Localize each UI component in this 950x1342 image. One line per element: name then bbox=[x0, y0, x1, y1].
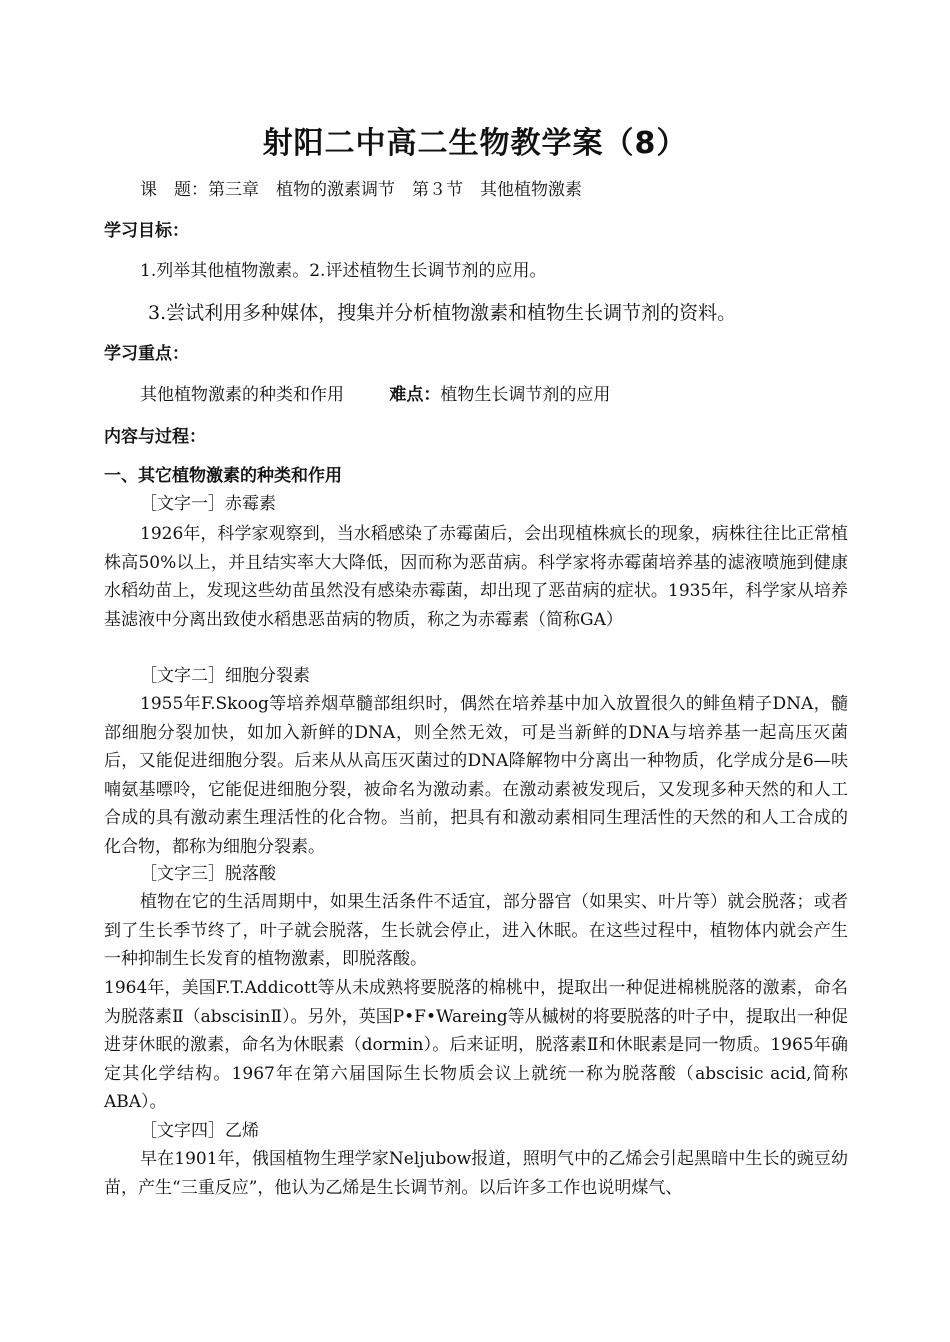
material-2-label: ［文字二］细胞分裂素 bbox=[140, 666, 310, 686]
material-3-label: ［文字三］脱落酸 bbox=[140, 864, 276, 884]
objective-1-2: 1.列举其他植物激素。2.评述植物生长调节剂的应用。 bbox=[140, 261, 547, 281]
focus-heading: 学习重点： bbox=[104, 344, 189, 364]
difficulty-text: 植物生长调节剂的应用 bbox=[440, 385, 611, 405]
objectives-heading: 学习目标： bbox=[104, 221, 189, 241]
material-3-text-b: 1964年，美国F.T.Addicott等从未成熟将要脱落的棉桃中，提取出一种促进棉桃脱落的激素，命名为脱落素Ⅱ（abscisinⅡ）。另外，英国P•F•Wareing等从槭树的将要脱落的叶子中，提取出一种促进芽休眠的激素，命名为休眠素（dormin）。后来证明，脱落素Ⅱ和休眠素是同一物质。1965年确定其化学结构。1967年在第六届国际生长物质会议上就统一称为脱落酸（abscisic acid,简称 ABA）。 bbox=[104, 978, 848, 1112]
section-1-heading: 一、其它植物激素的种类和作用 bbox=[104, 466, 342, 486]
material-3-text-a: 植物在它的生活周期中，如果生活条件不适宜，部分器官（如果实、叶片等）就会脱落；或者到了生长季节终了，叶子就会脱落，生长就会停止，进入休眠。在这些过程中，植物体内就会产生一种抑制生长发育的植物激素，即脱落酸。 bbox=[104, 892, 848, 969]
material-1-label: ［文字一］赤霉素 bbox=[140, 494, 276, 514]
process-heading: 内容与过程： bbox=[104, 427, 206, 447]
document-title: 射阳二中高二生物教学案（8） bbox=[262, 126, 688, 161]
material-4-text: 早在1901年，俄国植物生理学家Neljubow报道，照明气中的乙烯会引起黑暗中生长的豌豆幼苗，产生“三重反应”，他认为乙烯是生长调节剂。以后许多工作也说明煤气、 bbox=[104, 1149, 848, 1198]
material-2-text: 1955年F.Skoog等培养烟草髓部组织时，偶然在培养基中加入放置很久的鲱鱼精子DNA，髓部细胞分裂加快，如加入新鲜的DNA，则全然无效，可是当新鲜的DNA与培养基一起高压灭菌后，又能促进细胞分裂。后来从从高压灭菌过的DNA降解物中分离出一种物质，化学成分是6—呋喃氨基嘌呤，它能促进细胞分裂，被命名为激动素。在激动素被发现后，又发现多种天然的和人工合成的具有激动素生理活性的化合物。当前，把具有和激动素相同生理活性的天然的和人工合成的化合物，都称为细胞分裂素。 bbox=[104, 694, 848, 857]
subject-line: 课 题：第三章 植物的激素调节 第３节 其他植物激素 bbox=[140, 180, 582, 200]
material-4-label: ［文字四］乙烯 bbox=[140, 1121, 259, 1141]
material-1-text: 1926年，科学家观察到，当水稻感染了赤霉菌后，会出现植株疯长的现象，病株往往比正常植株高50%以上，并且结实率大大降低，因而称为恶苗病。科学家将赤霉菌培养基的滤液喷施到健康水稻幼苗上，发现这些幼苗虽然没有感染赤霉菌，却出现了恶苗病的症状。1935年，科学家从培养基滤液中分离出致使水稻患恶苗病的物质，称之为赤霉素（简称GA） bbox=[104, 524, 848, 630]
focus-line bbox=[140, 381, 610, 409]
objective-3: 3.尝试利用多种媒体，搜集并分析植物激素和植物生长调节剂的资料。 bbox=[148, 302, 737, 324]
focus-text: 其他植物激素的种类和作用 bbox=[140, 385, 344, 405]
difficulty-label: 难点： bbox=[389, 385, 441, 405]
